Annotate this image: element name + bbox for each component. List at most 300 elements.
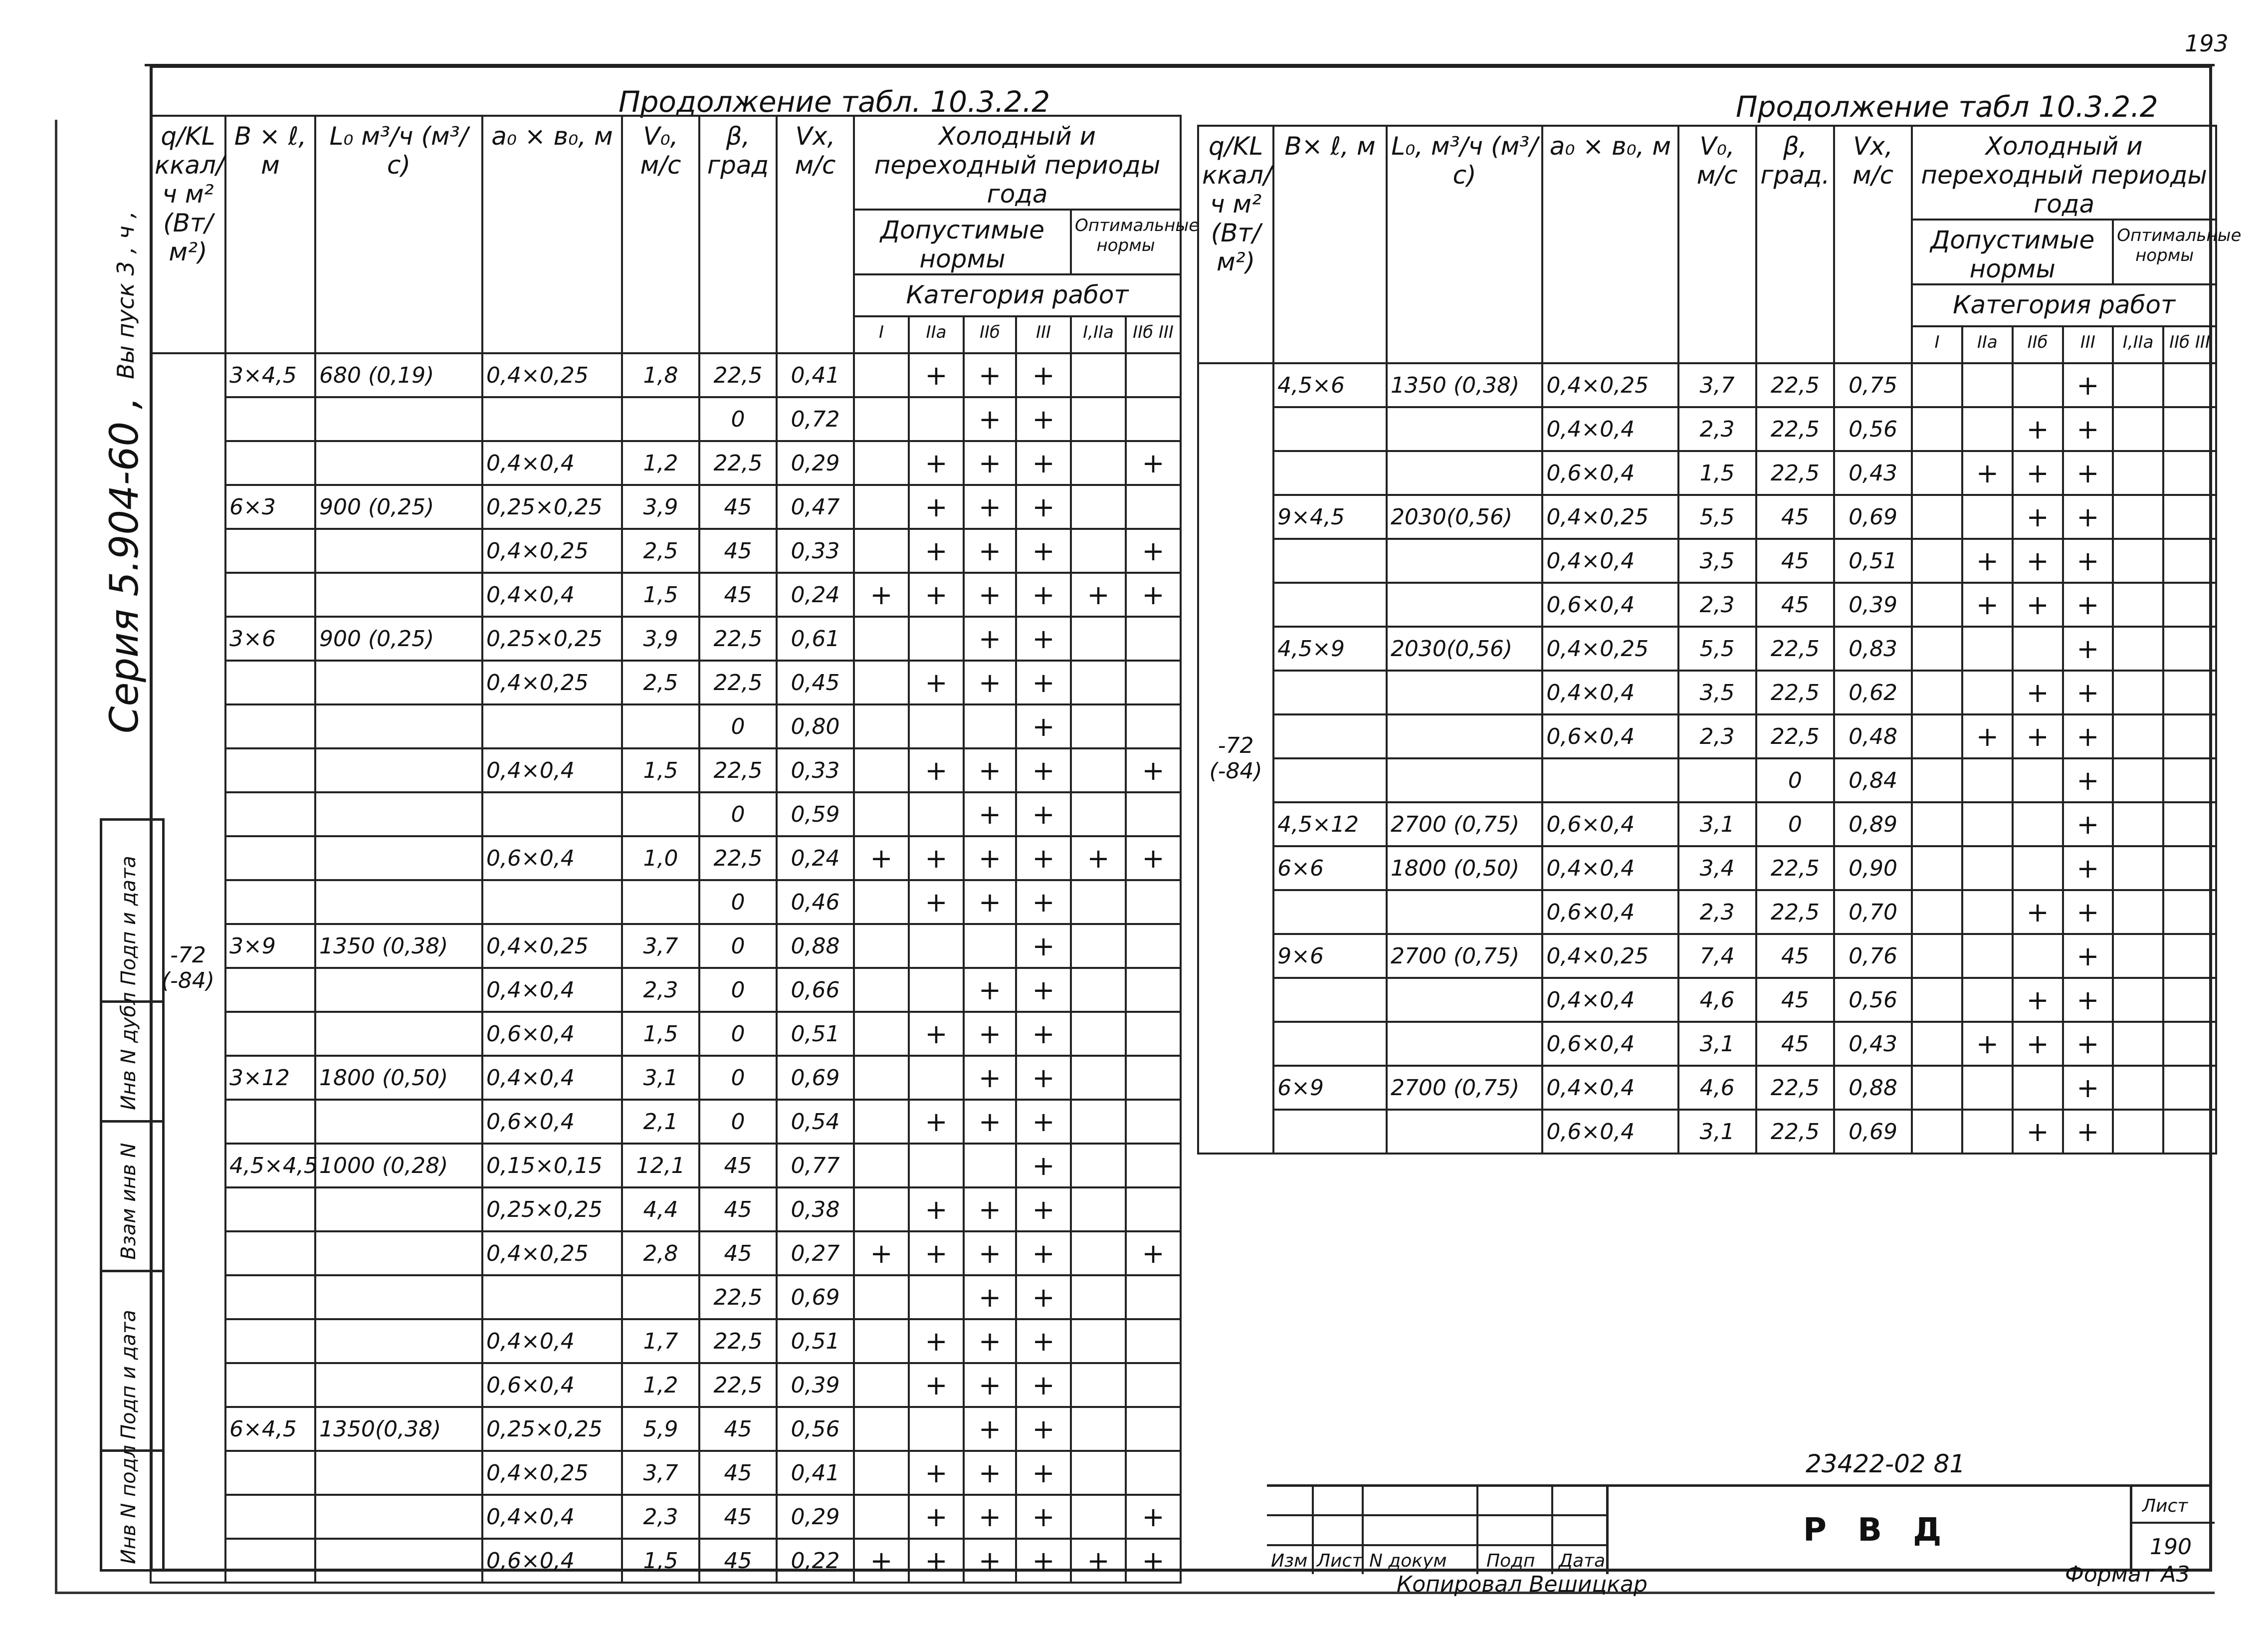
header-nozzle-size: a₀ × в₀, м	[1542, 126, 1678, 363]
table-row	[151, 1319, 1181, 1363]
table-row	[151, 792, 1181, 836]
table-row	[1198, 539, 2216, 583]
table-row	[151, 617, 1181, 661]
plus-mark: +	[2063, 846, 2113, 890]
right-data-table	[1197, 125, 2242, 1155]
empty-mark	[854, 1451, 909, 1495]
cell-ab: 0,4×0,25	[1542, 495, 1678, 539]
empty-mark	[854, 1056, 909, 1100]
header-category-2: IIб	[2013, 326, 2063, 363]
empty-mark	[2013, 627, 2063, 671]
empty-mark	[2163, 714, 2216, 758]
table-row	[151, 1144, 1181, 1187]
cell-ab	[482, 397, 622, 441]
table-row	[151, 1275, 1181, 1319]
cell-beta: 22,5	[699, 748, 777, 792]
plus-mark: +	[964, 353, 1016, 397]
empty-mark	[964, 1144, 1016, 1187]
plus-mark: +	[1016, 1319, 1071, 1363]
cell-bl	[225, 968, 315, 1012]
cell-lo: 2700 (0,75)	[1387, 1066, 1542, 1110]
header-velocity-x: Vx, м/с	[1834, 126, 1912, 363]
plus-mark: +	[1016, 1407, 1071, 1451]
empty-mark	[1126, 704, 1181, 748]
cell-vo: 5,5	[1678, 627, 1756, 671]
grid-line	[2132, 1522, 2215, 1524]
empty-mark	[1071, 1275, 1126, 1319]
empty-mark	[2113, 583, 2163, 627]
empty-mark	[1912, 1022, 1962, 1066]
plus-mark: +	[854, 1539, 909, 1583]
empty-mark	[909, 968, 964, 1012]
strip-label-dup-inv: Инв N дубл	[117, 992, 140, 1110]
cell-beta: 22,5	[1756, 627, 1834, 671]
cell-beta: 0	[699, 1012, 777, 1056]
empty-mark	[1962, 934, 2013, 978]
cell-beta: 45	[1756, 583, 1834, 627]
plus-mark: +	[1016, 1100, 1071, 1144]
header-period: Холодный и переходный периоды года	[1912, 126, 2216, 220]
cell-beta: 45	[1756, 978, 1834, 1022]
empty-mark	[909, 1144, 964, 1187]
empty-mark	[1962, 627, 2013, 671]
cell-ab	[482, 880, 622, 924]
empty-mark	[909, 704, 964, 748]
cell-ab: 0,4×0,25	[1542, 363, 1678, 407]
header-velocity-out: V₀, м/с	[1678, 126, 1756, 363]
plus-mark: +	[1126, 1539, 1181, 1583]
empty-mark	[1071, 529, 1126, 573]
plus-mark: +	[1016, 1012, 1071, 1056]
plus-mark: +	[1071, 1539, 1126, 1583]
cell-lo: 900 (0,25)	[315, 617, 482, 661]
plus-mark: +	[2063, 627, 2113, 671]
cell-beta: 22,5	[699, 836, 777, 880]
plus-mark: +	[909, 1231, 964, 1275]
cell-beta: 0	[699, 1100, 777, 1144]
sheet-label: Лист	[2142, 1496, 2188, 1516]
empty-mark	[854, 529, 909, 573]
empty-mark	[1071, 1012, 1126, 1056]
cell-bl	[225, 748, 315, 792]
cell-vo: 4,4	[622, 1187, 699, 1231]
cell-vx: 0,27	[777, 1231, 854, 1275]
empty-mark	[854, 924, 909, 968]
cell-ab: 0,4×0,4	[482, 441, 622, 485]
cell-lo	[315, 748, 482, 792]
cell-lo: 1350(0,38)	[315, 1407, 482, 1451]
plus-mark: +	[964, 1451, 1016, 1495]
table-row	[151, 704, 1181, 748]
empty-mark	[1912, 802, 1962, 846]
cell-vx: 0,33	[777, 529, 854, 573]
empty-mark	[1912, 714, 1962, 758]
cell-lo: 900 (0,25)	[315, 485, 482, 529]
cell-vx: 0,84	[1834, 758, 1912, 802]
cell-bl	[225, 704, 315, 748]
empty-mark	[2163, 671, 2216, 714]
empty-mark	[854, 661, 909, 704]
heat-load-cell	[151, 353, 225, 1583]
header-allowed-norms: Допустимые нормы	[1912, 220, 2113, 284]
plus-mark: +	[909, 441, 964, 485]
table-row	[1198, 495, 2216, 539]
cell-beta: 0	[699, 397, 777, 441]
plus-mark: +	[1126, 748, 1181, 792]
cell-bl	[1273, 583, 1387, 627]
empty-mark	[2163, 978, 2216, 1022]
header-allowed-norms: Допустимые нормы	[854, 210, 1071, 274]
plus-mark: +	[2063, 714, 2113, 758]
plus-mark: +	[909, 1451, 964, 1495]
cell-ab: 0,6×0,4	[1542, 1022, 1678, 1066]
cell-ab: 0,4×0,4	[1542, 978, 1678, 1022]
plus-mark: +	[964, 661, 1016, 704]
empty-mark	[854, 397, 909, 441]
empty-mark	[1071, 1231, 1126, 1275]
cell-beta: 0	[699, 924, 777, 968]
empty-mark	[1912, 1110, 1962, 1154]
empty-mark	[854, 1275, 909, 1319]
plus-mark: +	[909, 485, 964, 529]
cell-bl	[1273, 407, 1387, 451]
plus-mark: +	[1016, 836, 1071, 880]
cell-vx: 0,39	[777, 1363, 854, 1407]
header-category-1: IIa	[909, 316, 964, 353]
header-nozzle-size: a₀ × в₀, м	[482, 116, 622, 353]
cell-vo: 3,1	[622, 1056, 699, 1100]
cell-vo: 1,5	[622, 748, 699, 792]
heat-load-cell	[1198, 363, 1273, 1154]
cell-lo	[315, 397, 482, 441]
plus-mark: +	[909, 1012, 964, 1056]
cell-bl	[225, 573, 315, 617]
cell-ab: 0,6×0,4	[482, 1100, 622, 1144]
empty-mark	[2113, 627, 2163, 671]
plus-mark: +	[964, 441, 1016, 485]
empty-mark	[2113, 934, 2163, 978]
cell-vx: 0,56	[1834, 978, 1912, 1022]
cell-bl	[225, 792, 315, 836]
header-category-4: I,IIa	[1071, 316, 1126, 353]
cell-bl	[225, 1275, 315, 1319]
grid-line	[1312, 1487, 1314, 1574]
empty-mark	[2163, 1110, 2216, 1154]
empty-mark	[1071, 1144, 1126, 1187]
cell-beta: 22,5	[1756, 1110, 1834, 1154]
header-airflow: L₀ м³/ч (м³/с)	[315, 116, 482, 353]
cell-vo: 2,3	[1678, 583, 1756, 627]
cell-lo	[315, 529, 482, 573]
cell-lo	[315, 968, 482, 1012]
table-row	[151, 573, 1181, 617]
header-row-1	[1198, 126, 2216, 220]
cell-lo: 1350 (0,38)	[1387, 363, 1542, 407]
plus-mark: +	[1016, 573, 1071, 617]
empty-mark	[1912, 539, 1962, 583]
empty-mark	[2013, 758, 2063, 802]
cell-ab: 0,4×0,4	[482, 573, 622, 617]
table-row	[151, 1187, 1181, 1231]
empty-mark	[2113, 1022, 2163, 1066]
cell-bl	[225, 1451, 315, 1495]
cell-bl: 4,5×12	[1273, 802, 1387, 846]
plus-mark: +	[964, 880, 1016, 924]
cell-bl: 3×9	[225, 924, 315, 968]
plus-mark: +	[909, 353, 964, 397]
cell-beta: 22,5	[1756, 671, 1834, 714]
cell-vo: 3,9	[622, 617, 699, 661]
plus-mark: +	[964, 573, 1016, 617]
header-airflow: L₀, м³/ч (м³/с)	[1387, 126, 1542, 363]
cell-ab: 0,4×0,25	[1542, 627, 1678, 671]
table-row	[151, 1407, 1181, 1451]
cell-bl	[1273, 451, 1387, 495]
empty-mark	[1071, 485, 1126, 529]
empty-mark	[1912, 363, 1962, 407]
heat-load-value-w: (-84)	[1209, 758, 1262, 784]
cell-lo	[315, 1187, 482, 1231]
cell-vo	[622, 1275, 699, 1319]
plus-mark: +	[964, 1319, 1016, 1363]
plus-mark: +	[1126, 573, 1181, 617]
cell-bl	[225, 441, 315, 485]
cell-beta: 22,5	[1756, 846, 1834, 890]
plus-mark: +	[964, 1363, 1016, 1407]
cell-lo	[1387, 583, 1542, 627]
cell-lo	[1387, 1022, 1542, 1066]
cell-vo: 1,5	[622, 573, 699, 617]
cell-lo	[1387, 978, 1542, 1022]
empty-mark	[1912, 495, 1962, 539]
cell-bl	[225, 1319, 315, 1363]
cell-vo: 3,1	[1678, 802, 1756, 846]
cell-beta: 45	[699, 529, 777, 573]
cell-ab: 0,25×0,25	[482, 1407, 622, 1451]
plus-mark: +	[2063, 539, 2113, 583]
cell-beta: 45	[699, 1231, 777, 1275]
cell-vo: 2,3	[1678, 407, 1756, 451]
cell-vx: 0,69	[777, 1056, 854, 1100]
table-row	[1198, 758, 2216, 802]
header-category-4: I,IIa	[2113, 326, 2163, 363]
cell-bl	[225, 397, 315, 441]
heat-load-value-w: (-84)	[161, 968, 215, 993]
plus-mark: +	[1016, 353, 1071, 397]
plus-mark: +	[1016, 661, 1071, 704]
cell-lo	[1387, 451, 1542, 495]
cell-ab	[482, 792, 622, 836]
table-row	[151, 1012, 1181, 1056]
plus-mark: +	[1016, 792, 1071, 836]
cell-ab: 0,4×0,4	[1542, 846, 1678, 890]
cell-ab: 0,4×0,25	[482, 529, 622, 573]
empty-mark	[2113, 407, 2163, 451]
cell-bl	[225, 661, 315, 704]
cell-lo: 1800 (0,50)	[315, 1056, 482, 1100]
empty-mark	[909, 1056, 964, 1100]
label-doc-number: N докум	[1369, 1551, 1447, 1571]
label-date: Дата	[1559, 1551, 1606, 1571]
empty-mark	[1071, 792, 1126, 836]
plus-mark: +	[1962, 451, 2013, 495]
plus-mark: +	[2063, 407, 2113, 451]
cell-ab: 0,4×0,25	[482, 353, 622, 397]
header-optimal-norms: Оптимальные нормы	[1071, 210, 1181, 274]
empty-mark	[1126, 968, 1181, 1012]
empty-mark	[1071, 880, 1126, 924]
table-row	[1198, 1110, 2216, 1154]
cell-ab: 0,6×0,4	[1542, 451, 1678, 495]
cell-beta: 22,5	[699, 617, 777, 661]
table-row	[151, 1539, 1181, 1583]
cell-bl	[1273, 758, 1387, 802]
cell-ab	[482, 704, 622, 748]
header-category-5: IIб III	[2163, 326, 2216, 363]
empty-mark	[854, 1495, 909, 1539]
empty-mark	[2163, 890, 2216, 934]
cell-lo: 2700 (0,75)	[1387, 802, 1542, 846]
cell-vx: 0,56	[777, 1407, 854, 1451]
plus-mark: +	[1126, 1231, 1181, 1275]
cell-bl	[1273, 890, 1387, 934]
empty-mark	[1912, 583, 1962, 627]
cell-vx: 0,43	[1834, 451, 1912, 495]
plus-mark: +	[964, 1012, 1016, 1056]
cell-bl: 3×12	[225, 1056, 315, 1100]
empty-mark	[854, 441, 909, 485]
cell-vo: 2,5	[622, 529, 699, 573]
cell-bl	[1273, 714, 1387, 758]
table-row	[1198, 890, 2216, 934]
empty-mark	[2113, 978, 2163, 1022]
empty-mark	[1962, 802, 2013, 846]
cell-bl	[225, 880, 315, 924]
issue-label: Вы пуск 3 , ч ,	[112, 211, 139, 379]
table-row	[151, 397, 1181, 441]
cell-bl	[1273, 671, 1387, 714]
cell-vx: 0,29	[777, 1495, 854, 1539]
empty-mark	[1071, 441, 1126, 485]
series-label: Серия 5.904-60 ,	[102, 397, 147, 733]
empty-mark	[2113, 451, 2163, 495]
cell-lo	[315, 836, 482, 880]
empty-mark	[1126, 1144, 1181, 1187]
cell-ab: 0,4×0,4	[1542, 539, 1678, 583]
empty-mark	[1962, 978, 2013, 1022]
empty-mark	[1912, 1066, 1962, 1110]
cell-beta: 45	[699, 1451, 777, 1495]
plus-mark: +	[2063, 671, 2113, 714]
empty-mark	[909, 924, 964, 968]
plus-mark: +	[1962, 539, 2013, 583]
cell-lo	[1387, 758, 1542, 802]
empty-mark	[1126, 1012, 1181, 1056]
cell-beta: 22,5	[1756, 363, 1834, 407]
corner-number: 193	[2185, 30, 2229, 57]
plus-mark: +	[909, 661, 964, 704]
empty-mark	[1126, 617, 1181, 661]
cell-bl	[225, 1231, 315, 1275]
empty-mark	[854, 968, 909, 1012]
cell-vx: 0,47	[777, 485, 854, 529]
table-row	[1198, 583, 2216, 627]
empty-mark	[854, 748, 909, 792]
document-number: 23422-02 81	[1806, 1449, 1966, 1478]
cell-lo	[315, 1495, 482, 1539]
cell-bl	[225, 1187, 315, 1231]
plus-mark: +	[909, 573, 964, 617]
plus-mark: +	[2013, 583, 2063, 627]
cell-bl: 9×4,5	[1273, 495, 1387, 539]
cell-vo: 4,6	[1678, 1066, 1756, 1110]
table-row	[1198, 802, 2216, 846]
cell-beta: 45	[1756, 1022, 1834, 1066]
plus-mark: +	[964, 617, 1016, 661]
cell-vo: 3,4	[1678, 846, 1756, 890]
header-category-3: III	[1016, 316, 1071, 353]
cell-ab: 0,6×0,4	[1542, 583, 1678, 627]
cell-lo	[315, 1275, 482, 1319]
cell-vo: 3,1	[1678, 1022, 1756, 1066]
cell-ab: 0,4×0,4	[1542, 407, 1678, 451]
table-row	[151, 441, 1181, 485]
plus-mark: +	[1016, 397, 1071, 441]
cell-lo	[1387, 714, 1542, 758]
cell-lo	[315, 1012, 482, 1056]
empty-mark	[854, 1100, 909, 1144]
empty-mark	[1126, 792, 1181, 836]
empty-mark	[1071, 748, 1126, 792]
empty-mark	[2013, 1066, 2063, 1110]
cell-vo	[622, 880, 699, 924]
grid-line	[1551, 1487, 1553, 1574]
table-row	[151, 485, 1181, 529]
plus-mark: +	[2063, 1022, 2113, 1066]
header-angle: β, град	[699, 116, 777, 353]
plus-mark: +	[2063, 495, 2113, 539]
cell-vx: 0,62	[1834, 671, 1912, 714]
cell-ab: 0,6×0,4	[1542, 890, 1678, 934]
table-row	[1198, 1066, 2216, 1110]
plus-mark: +	[964, 1539, 1016, 1583]
empty-mark	[1126, 1056, 1181, 1100]
cell-vx: 0,51	[777, 1319, 854, 1363]
empty-mark	[1126, 1451, 1181, 1495]
cell-vo: 4,6	[1678, 978, 1756, 1022]
empty-mark	[1962, 1066, 2013, 1110]
cell-beta: 0	[699, 1056, 777, 1100]
empty-mark	[2163, 802, 2216, 846]
plus-mark: +	[964, 529, 1016, 573]
cell-beta: 45	[1756, 934, 1834, 978]
plus-mark: +	[964, 968, 1016, 1012]
cell-vo	[622, 792, 699, 836]
cell-beta: 22,5	[699, 353, 777, 397]
cell-vx: 0,72	[777, 397, 854, 441]
empty-mark	[1071, 704, 1126, 748]
plus-mark: +	[2013, 451, 2063, 495]
right-table-caption: Продолжение табл 10.3.2.2	[1736, 90, 2158, 124]
cell-vx: 0,75	[1834, 363, 1912, 407]
plus-mark: +	[1126, 441, 1181, 485]
table-row	[1198, 451, 2216, 495]
empty-mark	[1126, 661, 1181, 704]
plus-mark: +	[2063, 1110, 2113, 1154]
table-row	[151, 836, 1181, 880]
format-label: Формат А3	[2065, 1562, 2190, 1587]
plus-mark: +	[1016, 1495, 1071, 1539]
